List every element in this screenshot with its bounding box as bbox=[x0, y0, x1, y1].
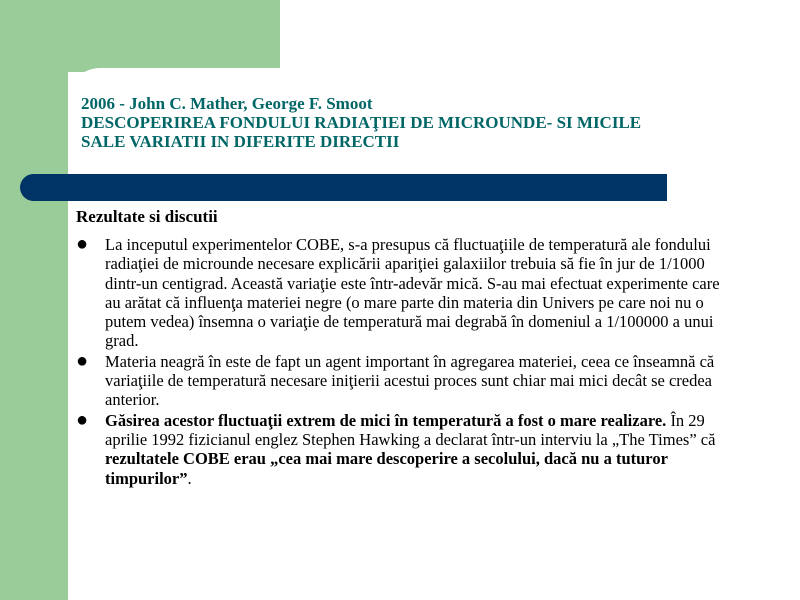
slide-title bbox=[81, 94, 781, 151]
title-laureates: 2006 - John C. Mather, George F. Smoot bbox=[81, 94, 373, 113]
bullet-icon: ● bbox=[76, 349, 89, 372]
bullet-text-3-bold-intro: Găsirea acestor fluctuaţii extrem de mici în temperatură a fost o mare realizare. bbox=[105, 410, 667, 430]
bullet-icon: ● bbox=[76, 233, 89, 255]
title-discovery-line2: SALE VARIATII IN DIFERITE DIRECTII bbox=[81, 132, 400, 151]
title-discovery-line1: DESCOPERIREA FONDULUI RADIAŢIEI DE MICROUNDE- SI MICILE bbox=[81, 113, 642, 132]
bullet-text-2: Materia neagră în este de fapt un agent important în agregarea materiei, ceea ce înseamnă că variaţiile de temperatură necesare iniţierii acestui proces sunt chiar mai mici decât se credea anterior. bbox=[105, 351, 715, 410]
bullet-list bbox=[76, 235, 736, 488]
bullet-text-3-bold-quote: rezultatele COBE erau „cea mai mare descoperire a secolului, dacă nu a tuturor timpurilor” bbox=[105, 449, 668, 488]
bullet-text-3-body: În 29 aprilie 1992 fizicianul englez Stephen Hawking a declarat într-un interviu la „The Times” că bbox=[105, 410, 716, 449]
bullet-icon: ● bbox=[76, 408, 89, 431]
bullet-text-3-end: . bbox=[187, 468, 192, 488]
slide-body bbox=[76, 207, 736, 489]
bullet-item-1 bbox=[76, 235, 736, 351]
decorative-green-strip bbox=[0, 0, 68, 600]
bullet-item-3 bbox=[76, 408, 736, 488]
section-heading: Rezultate si discutii bbox=[76, 207, 218, 226]
bullet-text-1: La inceputul experimentelor COBE, s-a presupus că fluctuaţiile de temperatură ale fondului radiaţiei de microunde necesare explicării apariţiei galaxiilor trebuia să fie în jur de 1/1000 dintr-un centigrad. Această variaţie este într-adevăr mică. S-au mai efectuat experimente care au arătat că influenţa materiei negre (o mare parte din materia din Univers pe care noi nu o putem vedea) însemna o variaţie de temperatură mai degrabă în domeniul a 1/100000 a unui grad. bbox=[105, 235, 720, 351]
title-divider-bar bbox=[20, 174, 667, 201]
bullet-item-2 bbox=[76, 349, 736, 410]
